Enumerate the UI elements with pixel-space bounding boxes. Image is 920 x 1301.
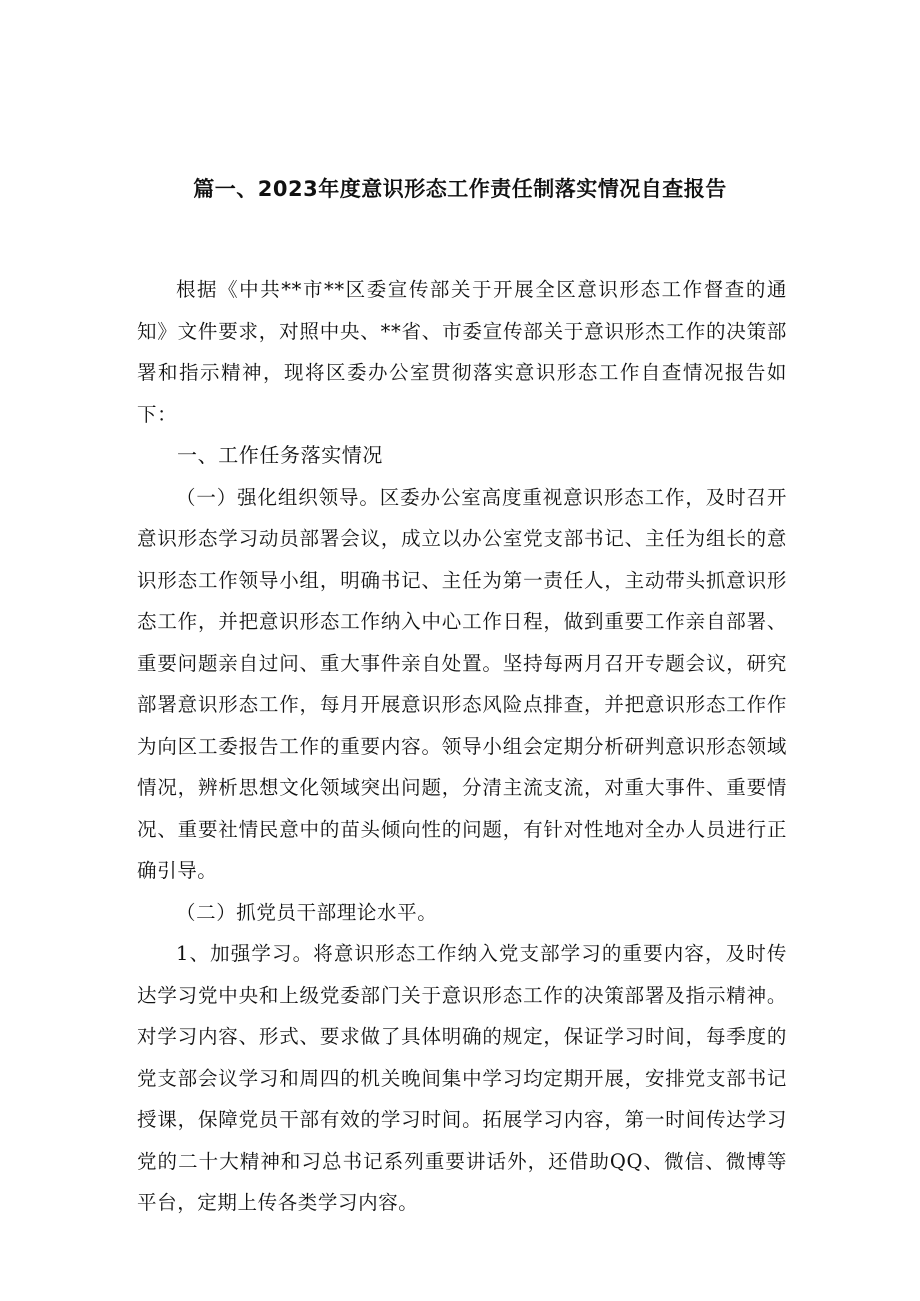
section-heading: 一、工作任务落实情况: [177, 443, 383, 467]
subsection-heading: （二）抓党员干部理论水平。: [176, 900, 438, 924]
body-paragraph: （一）强化组织领导。区委办公室高度重视意识形态工作，及时召开意识形态学习动员部署会议，成立以办公室党支部书记、主任为组长的意识形态工作领导小组，明确书记、主任为第一责任人，主动带头抓意识形态工作，并把意识形态工作纳入中心工作日程，做到重要工作亲自部署、重要问题亲自过问、重大事件亲自处置。坚持每两月召开专题会议，研究部署意识形态工作，每月开展意识形态风险点排查，并把意识形态工作作为向区工委报告工作的重要内容。领导小组会定期分析研判意识形态领域情况，辨析思想文化领域突出问题，分清主流支流，对重大事件、重要情况、重要社情民意中的苗头倾向性的问题，有针对性地对全办人员进行正确引导。: [137, 485, 787, 882]
intro-paragraph: 根据《中共**市**区委宣传部关于开展全区意识形态工作督查的通知》文件要求，对照中央、**省、市委宣传部关于意识形杰工作的决策部署和指示精神，现将区委办公室贯彻落实意识形态工作自查情况报告如下：: [137, 278, 787, 426]
document-title: 篇一、2023年度意识形态工作责任制落实情况自查报告: [193, 177, 727, 201]
body-paragraph: 1、加强学习。将意识形态工作纳入党支部学习的重要内容，及时传达学习党中央和上级党委部门关于意识形态工作的决策部署及指示精神。对学习内容、形式、要求做了具体明确的规定，保证学习时间，每季度的党支部会议学习和周四的机关晚间集中学习均定期开展，安排党支部书记授课，保障党员干部有效的学习时间。拓展学习内容，第一时间传达学习党的二十大精神和习总书记系列重要讲话外，还借助QQ、微信、微博等平台，定期上传各类学习内容。: [137, 942, 787, 1214]
document-body: [137, 269, 787, 1224]
